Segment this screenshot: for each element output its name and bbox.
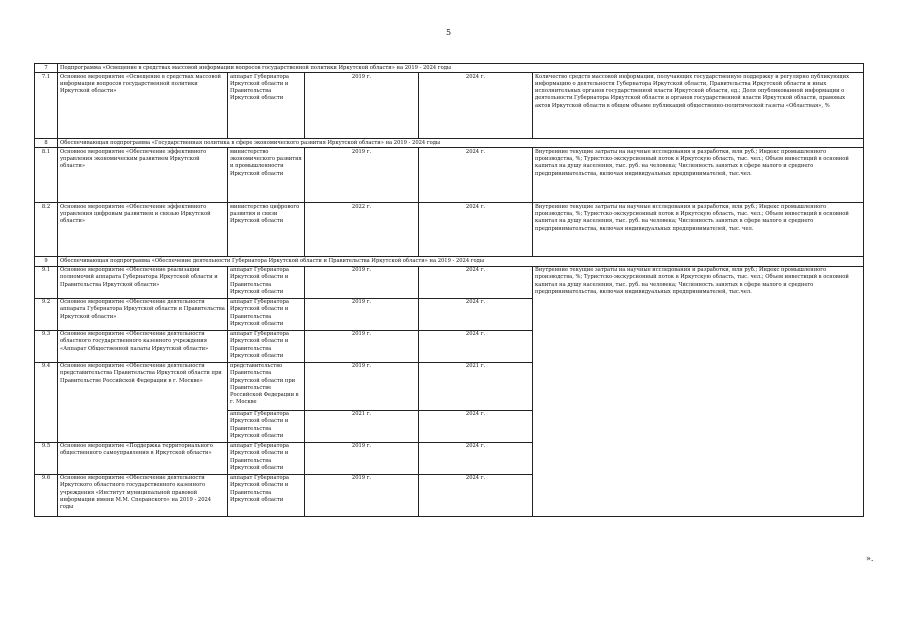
activity-name: Основное мероприятие «Обеспечение деятельности Иркутского областного государственного казенного учреждения «Институт муниципальной правовой информации имени М.М. Сперанского» на 2019 - 2024 годы <box>58 474 228 516</box>
start-year: 2021 г. <box>305 410 419 442</box>
table-row-8-1 <box>35 148 864 203</box>
activity-name: Основное мероприятие «Поддержка территориального общественного самоуправления в Иркутской области» <box>58 442 228 474</box>
row-number: 9.6 <box>35 474 58 516</box>
executor: аппарат Губернатора Иркутской области и Правительства Иркутской области <box>228 298 305 330</box>
executor: представительство Правительства Иркутской области при Правительстве Российской Федерации в г. Москве <box>228 362 305 410</box>
activity-name: Основное мероприятие «Освещение в средствах массовой информации вопросов государственной политики Иркутской области» <box>58 73 228 139</box>
end-year: 2024 г. <box>419 266 533 298</box>
activity-name: Основное мероприятие «Обеспечение реализации полномочий аппарата Губернатора Иркутской области и Правительства Иркутской области» <box>58 266 228 298</box>
closing-quote-mark: ». <box>866 554 874 563</box>
section-title: Обеспечивающая подпрограмма «Государственная политика в сфере экономического развития Иркутской области» на 2019 - 2024 годы <box>58 139 864 148</box>
executor: аппарат Губернатора Иркутской области и Правительства Иркутской области <box>228 330 305 362</box>
table-row-7-1 <box>35 73 864 139</box>
start-year: 2022 г. <box>305 203 419 257</box>
end-year: 2024 г. <box>419 474 533 516</box>
end-year: 2021 г. <box>419 362 533 410</box>
section-number: 9 <box>35 257 58 266</box>
end-year: 2024 г. <box>419 203 533 257</box>
activity-name: Основное мероприятие «Обеспечение деятельности аппарата Губернатора Иркутской области и Правительства Иркутской области» <box>58 298 228 330</box>
table-row-9-1 <box>35 266 864 298</box>
activity-name: Основное мероприятие «Обеспечение эффективного управления цифровым развитием и связью Иркутской области» <box>58 203 228 257</box>
end-year: 2024 г. <box>419 410 533 442</box>
row-number: 9.5 <box>35 442 58 474</box>
indicators: Внутренние текущие затраты на научные исследования и разработки, млн руб.; Индекс промышленного производства, %; Туристско-экскурсионный поток в Иркутскую область, тыс. чел.; Объем инвестиций в основной капитал на душу населения, тыс. руб. на человека; Численность занятых в сфере малого и среднего предпринимательства, включая индивидуальных предпринимателей, тыс.чел. <box>533 148 864 203</box>
activity-name: Основное мероприятие «Обеспечение эффективного управления экономическим развитием Иркутской области» <box>58 148 228 203</box>
row-number: 8.2 <box>35 203 58 257</box>
activity-name: Основное мероприятие «Обеспечение деятельности областного государственного казенного учреждения «Аппарат Общественной палаты Иркутской области» <box>58 330 228 362</box>
row-number: 8.1 <box>35 148 58 203</box>
row-number: 7.1 <box>35 73 58 139</box>
start-year: 2019 г. <box>305 442 419 474</box>
end-year: 2024 г. <box>419 73 533 139</box>
start-year: 2019 г. <box>305 330 419 362</box>
executor: аппарат Губернатора Иркутской области и Правительства Иркутской области <box>228 266 305 298</box>
indicators: Внутренние текущие затраты на научные исследования и разработки, млн руб.; Индекс промышленного производства, %; Туристско-экскурсионный поток в Иркутскую область, тыс. чел.; Объем инвестиций в основной капитал на душу населения, тыс. руб. на человека; Численность занятых в сфере малого и среднего предпринимательства, включая индивидуальных предпринимателей, тыс.чел. <box>533 266 864 516</box>
row-number: 9.3 <box>35 330 58 362</box>
table-row-8-2 <box>35 203 864 257</box>
executor: министерство цифрового развития и связи Иркутской области <box>228 203 305 257</box>
section-row-8 <box>35 139 864 148</box>
indicators: Количество средств массовой информации, получающих государственную поддержку и регулярно публикующих информацию о деятельности Губернатора Иркутской области, Правительства Иркутской области и иных исполнительных органов государственной власти Иркутской области, ед.; Доля опубликованной информации о деятельности Губернатора Иркутской области и органов государственной власти Иркутской области, правовых актов Иркутской области в общем объеме публикаций общественно-политической газеты «Областная», % <box>533 73 864 139</box>
section-row-9 <box>35 257 864 266</box>
start-year: 2019 г. <box>305 148 419 203</box>
end-year: 2024 г. <box>419 330 533 362</box>
section-row-7 <box>35 64 864 73</box>
row-number: 9.4 <box>35 362 58 442</box>
start-year: 2019 г. <box>305 266 419 298</box>
program-table <box>34 63 864 517</box>
start-year: 2019 г. <box>305 298 419 330</box>
end-year: 2024 г. <box>419 148 533 203</box>
section-number: 8 <box>35 139 58 148</box>
start-year: 2019 г. <box>305 73 419 139</box>
executor: аппарат Губернатора Иркутской области и Правительства Иркутской области <box>228 474 305 516</box>
executor: аппарат Губернатора Иркутской области и Правительства Иркутской области <box>228 442 305 474</box>
indicators: Внутренние текущие затраты на научные исследования и разработки, млн руб.; Индекс промышленного производства, %; Туристско-экскурсионный поток в Иркутскую область, тыс. чел.; Объем инвестиций в основной капитал на душу населения, тыс. руб. на человека; Численность занятых в сфере малого и среднего предпринимательства, включая индивидуальных предпринимателей, тыс. чел. <box>533 203 864 257</box>
row-number: 9.2 <box>35 298 58 330</box>
start-year: 2019 г. <box>305 474 419 516</box>
section-title: Обеспечивающая подпрограмма «Обеспечение деятельности Губернатора Иркутской области и Правительства Иркутской области» на 2019 - 2024 годы <box>58 257 864 266</box>
activity-name: Основное мероприятие «Обеспечение деятельности представительства Правительства Иркутской области при Правительстве Российской Федерации в г. Москве» <box>58 362 228 442</box>
start-year: 2019 г. <box>305 362 419 410</box>
page-number: 5 <box>446 28 452 37</box>
end-year: 2024 г. <box>419 298 533 330</box>
executor: аппарат Губернатора Иркутской области и Правительства Иркутской области <box>228 73 305 139</box>
section-title: Подпрограмма «Освещение в средствах массовой информации вопросов государственной политики Иркутской области» на 2019 - 2024 годы <box>58 64 864 73</box>
executor: министерство экономического развития и промышленности Иркутской области <box>228 148 305 203</box>
section-number: 7 <box>35 64 58 73</box>
executor: аппарат Губернатора Иркутской области и Правительства Иркутской области <box>228 410 305 442</box>
row-number: 9.1 <box>35 266 58 298</box>
end-year: 2024 г. <box>419 442 533 474</box>
